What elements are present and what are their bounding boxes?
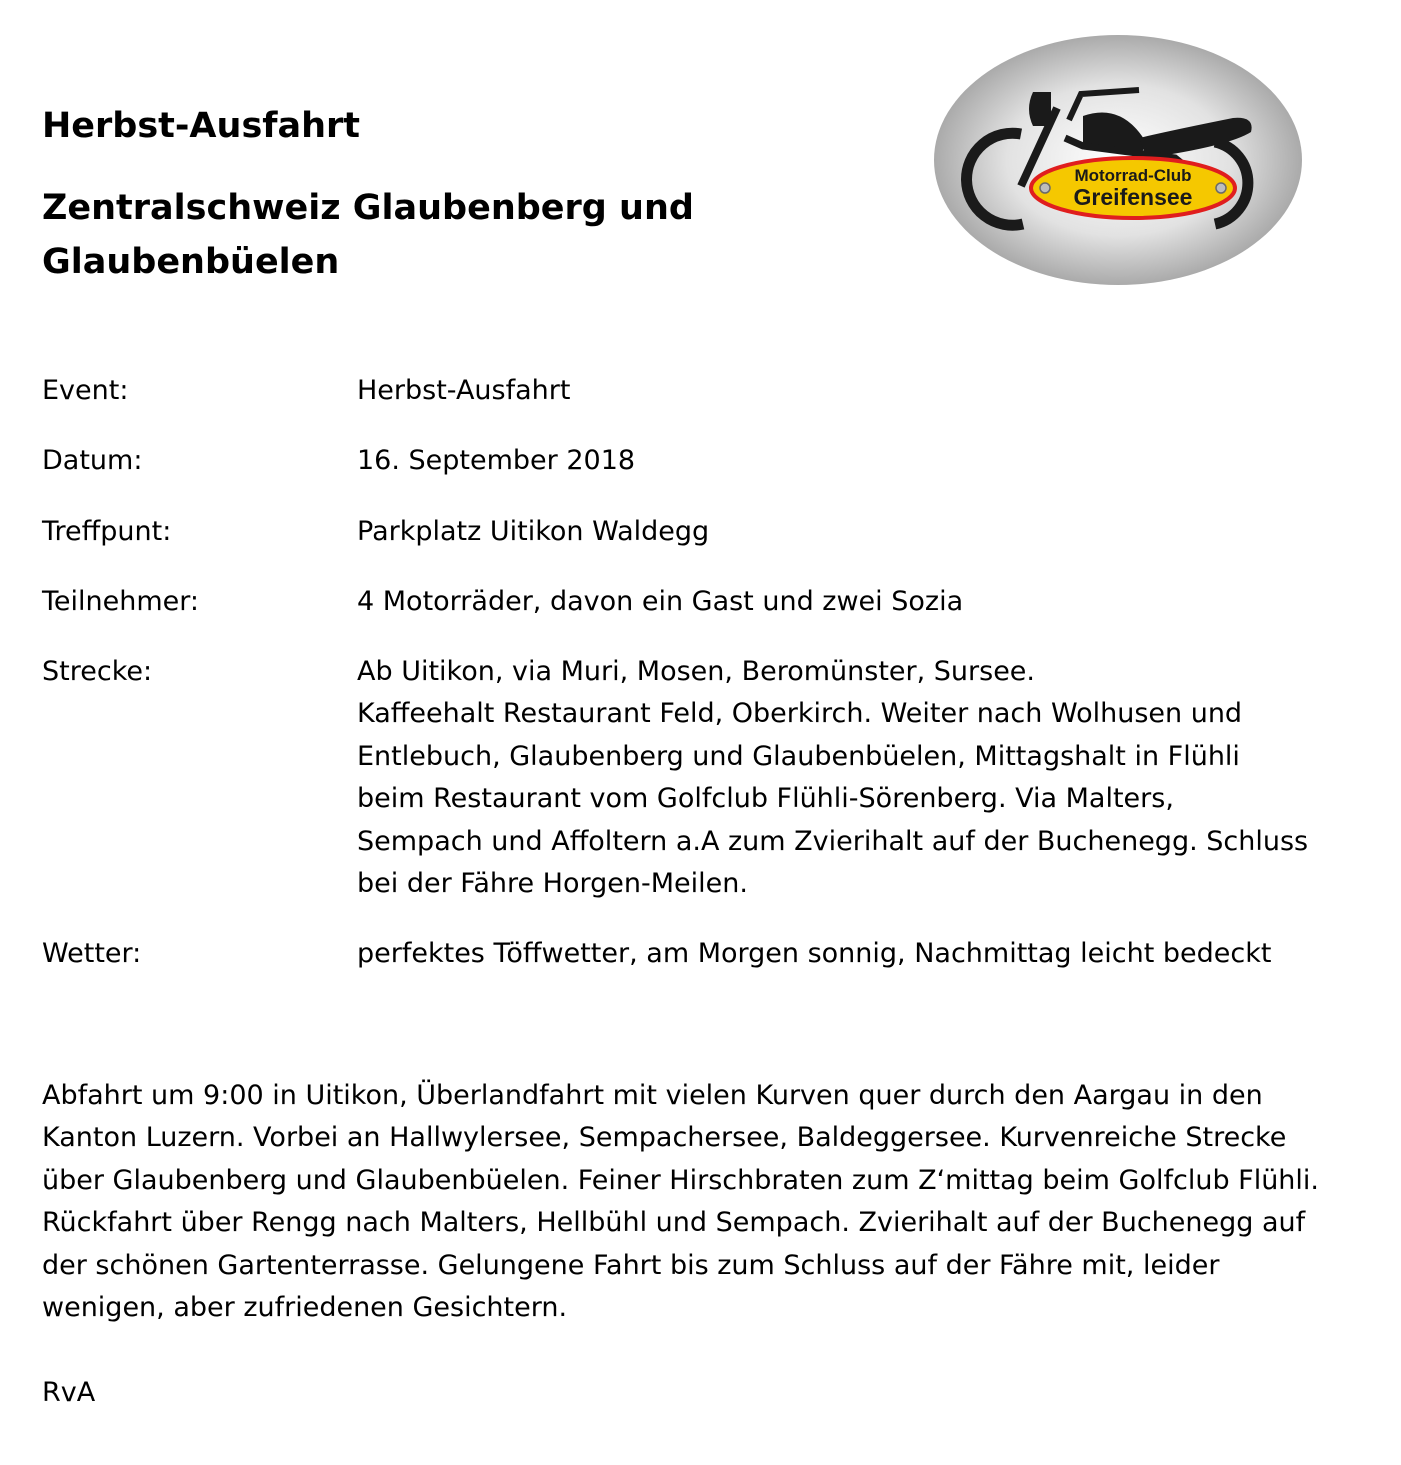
document-title: Herbst-Ausfahrt	[42, 106, 361, 146]
detail-label: Strecke:	[42, 656, 153, 687]
report-paragraph: Abfahrt um 9:00 in Uitikon, Überlandfahrt mit vielen Kurven quer durch den Aargau in den Kanton Luzern. Vorbei an Hallwylersee, Sempachersee, Baldeggersee. Kurvenreiche Strecke über Glaubenberg und Glaubenbüelen. Feiner Hirschbraten zum Z‘mittag beim Golfclub Flühli. Rückfahrt über Rengg nach Malters, Hellbühl und Sempach. Zvierihalt auf der Buchenegg auf der schönen Gartenterrasse. Gelungene Fahrt bis zum Schluss auf der Fähre mit, leider wenigen, aber zufriedenen Gesichtern.	[42, 1080, 1320, 1324]
plate-screw-left	[1040, 183, 1050, 193]
detail-label: Event:	[42, 375, 129, 406]
logo-text-line2: Greifensee	[1073, 184, 1193, 210]
logo-plate	[1031, 158, 1235, 218]
detail-value: Ab Uitikon, via Muri, Mosen, Beromünster, Sursee. Kaffeehalt Restaurant Feld, Oberkirch. Weiter nach Wolhusen und Entlebuch, Glaubenberg und Glaubenbüelen, Mittagshalt in Flühli beim Restaurant vom Golfclub Flühli-Sörenberg. Via Malters, Sempach und Affoltern a.A zum Zvierihalt auf der Buchenegg. Schluss bei der Fähre Horgen-Meilen.	[357, 656, 1309, 900]
detail-label: Wetter:	[42, 938, 142, 969]
detail-label: Teilnehmer:	[42, 586, 199, 617]
detail-value: Herbst-Ausfahrt	[357, 375, 571, 406]
plate-screw-right	[1216, 183, 1226, 193]
logo-text-line1: Motorrad-Club	[1074, 166, 1192, 185]
detail-value: perfektes Töffwetter, am Morgen sonnig, Nachmittag leicht bedeckt	[357, 938, 1272, 969]
club-logo	[933, 34, 1303, 286]
detail-value: Parkplatz Uitikon Waldegg	[357, 516, 710, 547]
document-subtitle: Zentralschweiz Glaubenberg und Glaubenbüelen	[42, 188, 694, 282]
detail-value: 16. September 2018	[357, 445, 636, 476]
detail-value: 4 Motorräder, davon ein Gast und zwei Sozia	[357, 586, 964, 617]
detail-label: Datum:	[42, 445, 143, 476]
detail-label: Treffpunt:	[42, 516, 172, 547]
author-signature: RvA	[42, 1377, 96, 1408]
